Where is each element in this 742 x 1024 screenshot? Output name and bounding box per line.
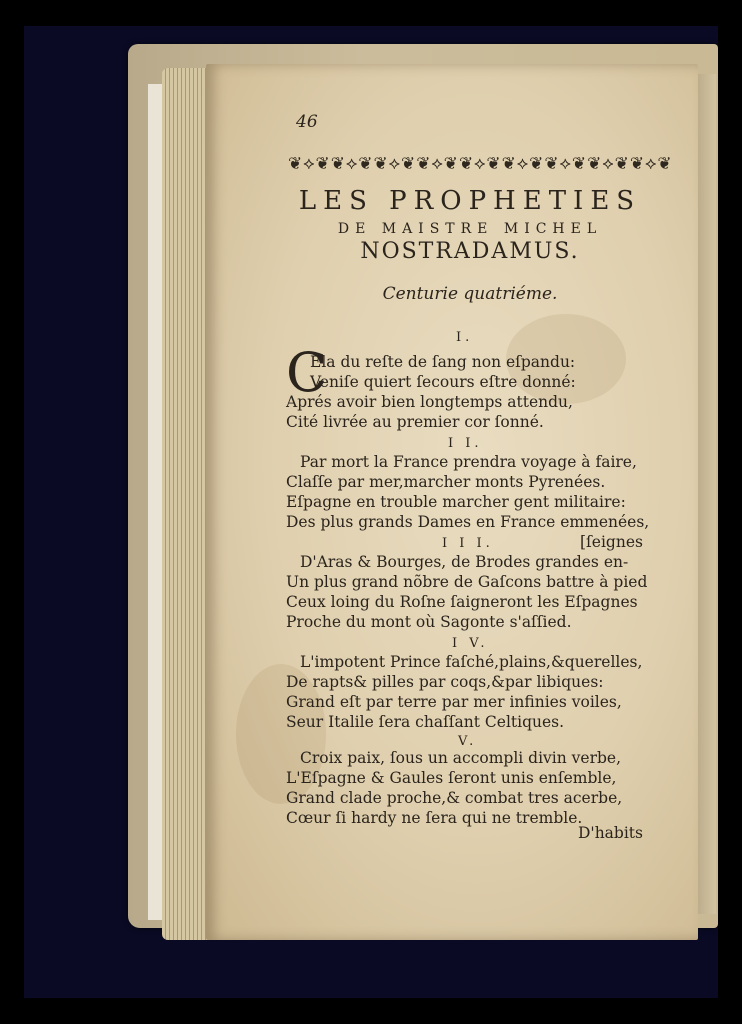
ornament-fleuron: ❦⟡❦ bbox=[587, 154, 630, 174]
verse-line: Par mort la France prendra voyage à faire, bbox=[300, 453, 637, 471]
verse-line: D'Aras & Bourges, de Brodes grandes en- bbox=[300, 553, 629, 571]
verse-line: Proche du mont où Sagonte s'aſſied. bbox=[286, 613, 572, 631]
ornament-fleuron: ❦⟡❦ bbox=[458, 154, 502, 174]
quatrain-numeral: I I I. bbox=[442, 536, 494, 551]
verse-line: Grand clade proche,& combat tres acerbe, bbox=[286, 789, 623, 807]
quatrain-numeral: I I. bbox=[448, 436, 483, 451]
book-page bbox=[206, 64, 698, 940]
verse-line: Cœur ſi hardy ne ſera qui ne tremble. bbox=[286, 809, 583, 827]
verse-line: L'Eſpagne & Gaules ſeront unis enſemble, bbox=[286, 769, 617, 787]
ornament-fleuron: ❦⟡❦ bbox=[416, 154, 459, 174]
verse-line: Un plus grand nõbre de Gaſcons battre à pied bbox=[286, 573, 648, 591]
ornament-fleuron: ❦⟡❦ bbox=[288, 154, 331, 174]
verse-line: Seur Italile ſera chaſſant Celtiques. bbox=[286, 713, 565, 731]
verse-line: L'impotent Prince faſché,plains,&querelles, bbox=[300, 653, 643, 671]
ornament-fleuron: ❦⟡❦ bbox=[544, 154, 588, 174]
drop-cap: C bbox=[286, 341, 328, 404]
verse-line: Claſſe par mer,marcher monts Pyrenées. bbox=[286, 473, 606, 491]
verse-line: Grand eſt par terre par mer infinies voiles, bbox=[286, 693, 622, 711]
quatrain-numeral: I V. bbox=[452, 636, 489, 651]
title-line-1: LES PROPHETIES bbox=[298, 186, 642, 216]
verse-line: De rapts& pilles par coqs,&par libiques: bbox=[286, 673, 604, 691]
centurie-heading: Centurie quatriéme. bbox=[382, 284, 558, 304]
quatrain-numeral: I. bbox=[456, 330, 474, 345]
verse-line: Veniſe quiert ſecours eſtre donné: bbox=[310, 373, 576, 391]
verse-line: Aprés avoir bien longtemps attendu, bbox=[286, 393, 573, 411]
page-edges bbox=[162, 68, 212, 940]
verse-line: Des plus grands Dames en France emmenées, bbox=[286, 513, 650, 531]
ornament-fleuron: ❦⟡❦ bbox=[629, 154, 673, 174]
title-line-2: DE MAISTRE MICHEL bbox=[337, 221, 603, 237]
verse-line: Ceux loing du Roſne ſaigneront les Eſpagnes bbox=[286, 593, 638, 611]
verse-line: Eſpagne en trouble marcher gent militaire: bbox=[286, 493, 626, 511]
verse-line: Cité livrée au premier cor ſonné. bbox=[286, 413, 544, 431]
catchword: D'habits bbox=[578, 824, 643, 842]
verse-line: Ela du reſte de ſang non eſpandu: bbox=[310, 353, 576, 371]
title-line-3: NOSTRADAMUS. bbox=[360, 239, 580, 264]
header-ornament bbox=[288, 154, 673, 174]
ornament-fleuron: ❦⟡❦ bbox=[330, 154, 374, 174]
page-number: 46 bbox=[296, 112, 318, 132]
ornament-fleuron: ❦⟡❦ bbox=[373, 154, 417, 174]
ornament-fleuron: ❦⟡❦ bbox=[501, 154, 545, 174]
quatrain-numeral: V. bbox=[458, 734, 478, 749]
overflow-word: [ſeignes bbox=[580, 533, 643, 551]
verse-line: Croix paix, ſous un accompli divin verbe, bbox=[300, 749, 622, 767]
